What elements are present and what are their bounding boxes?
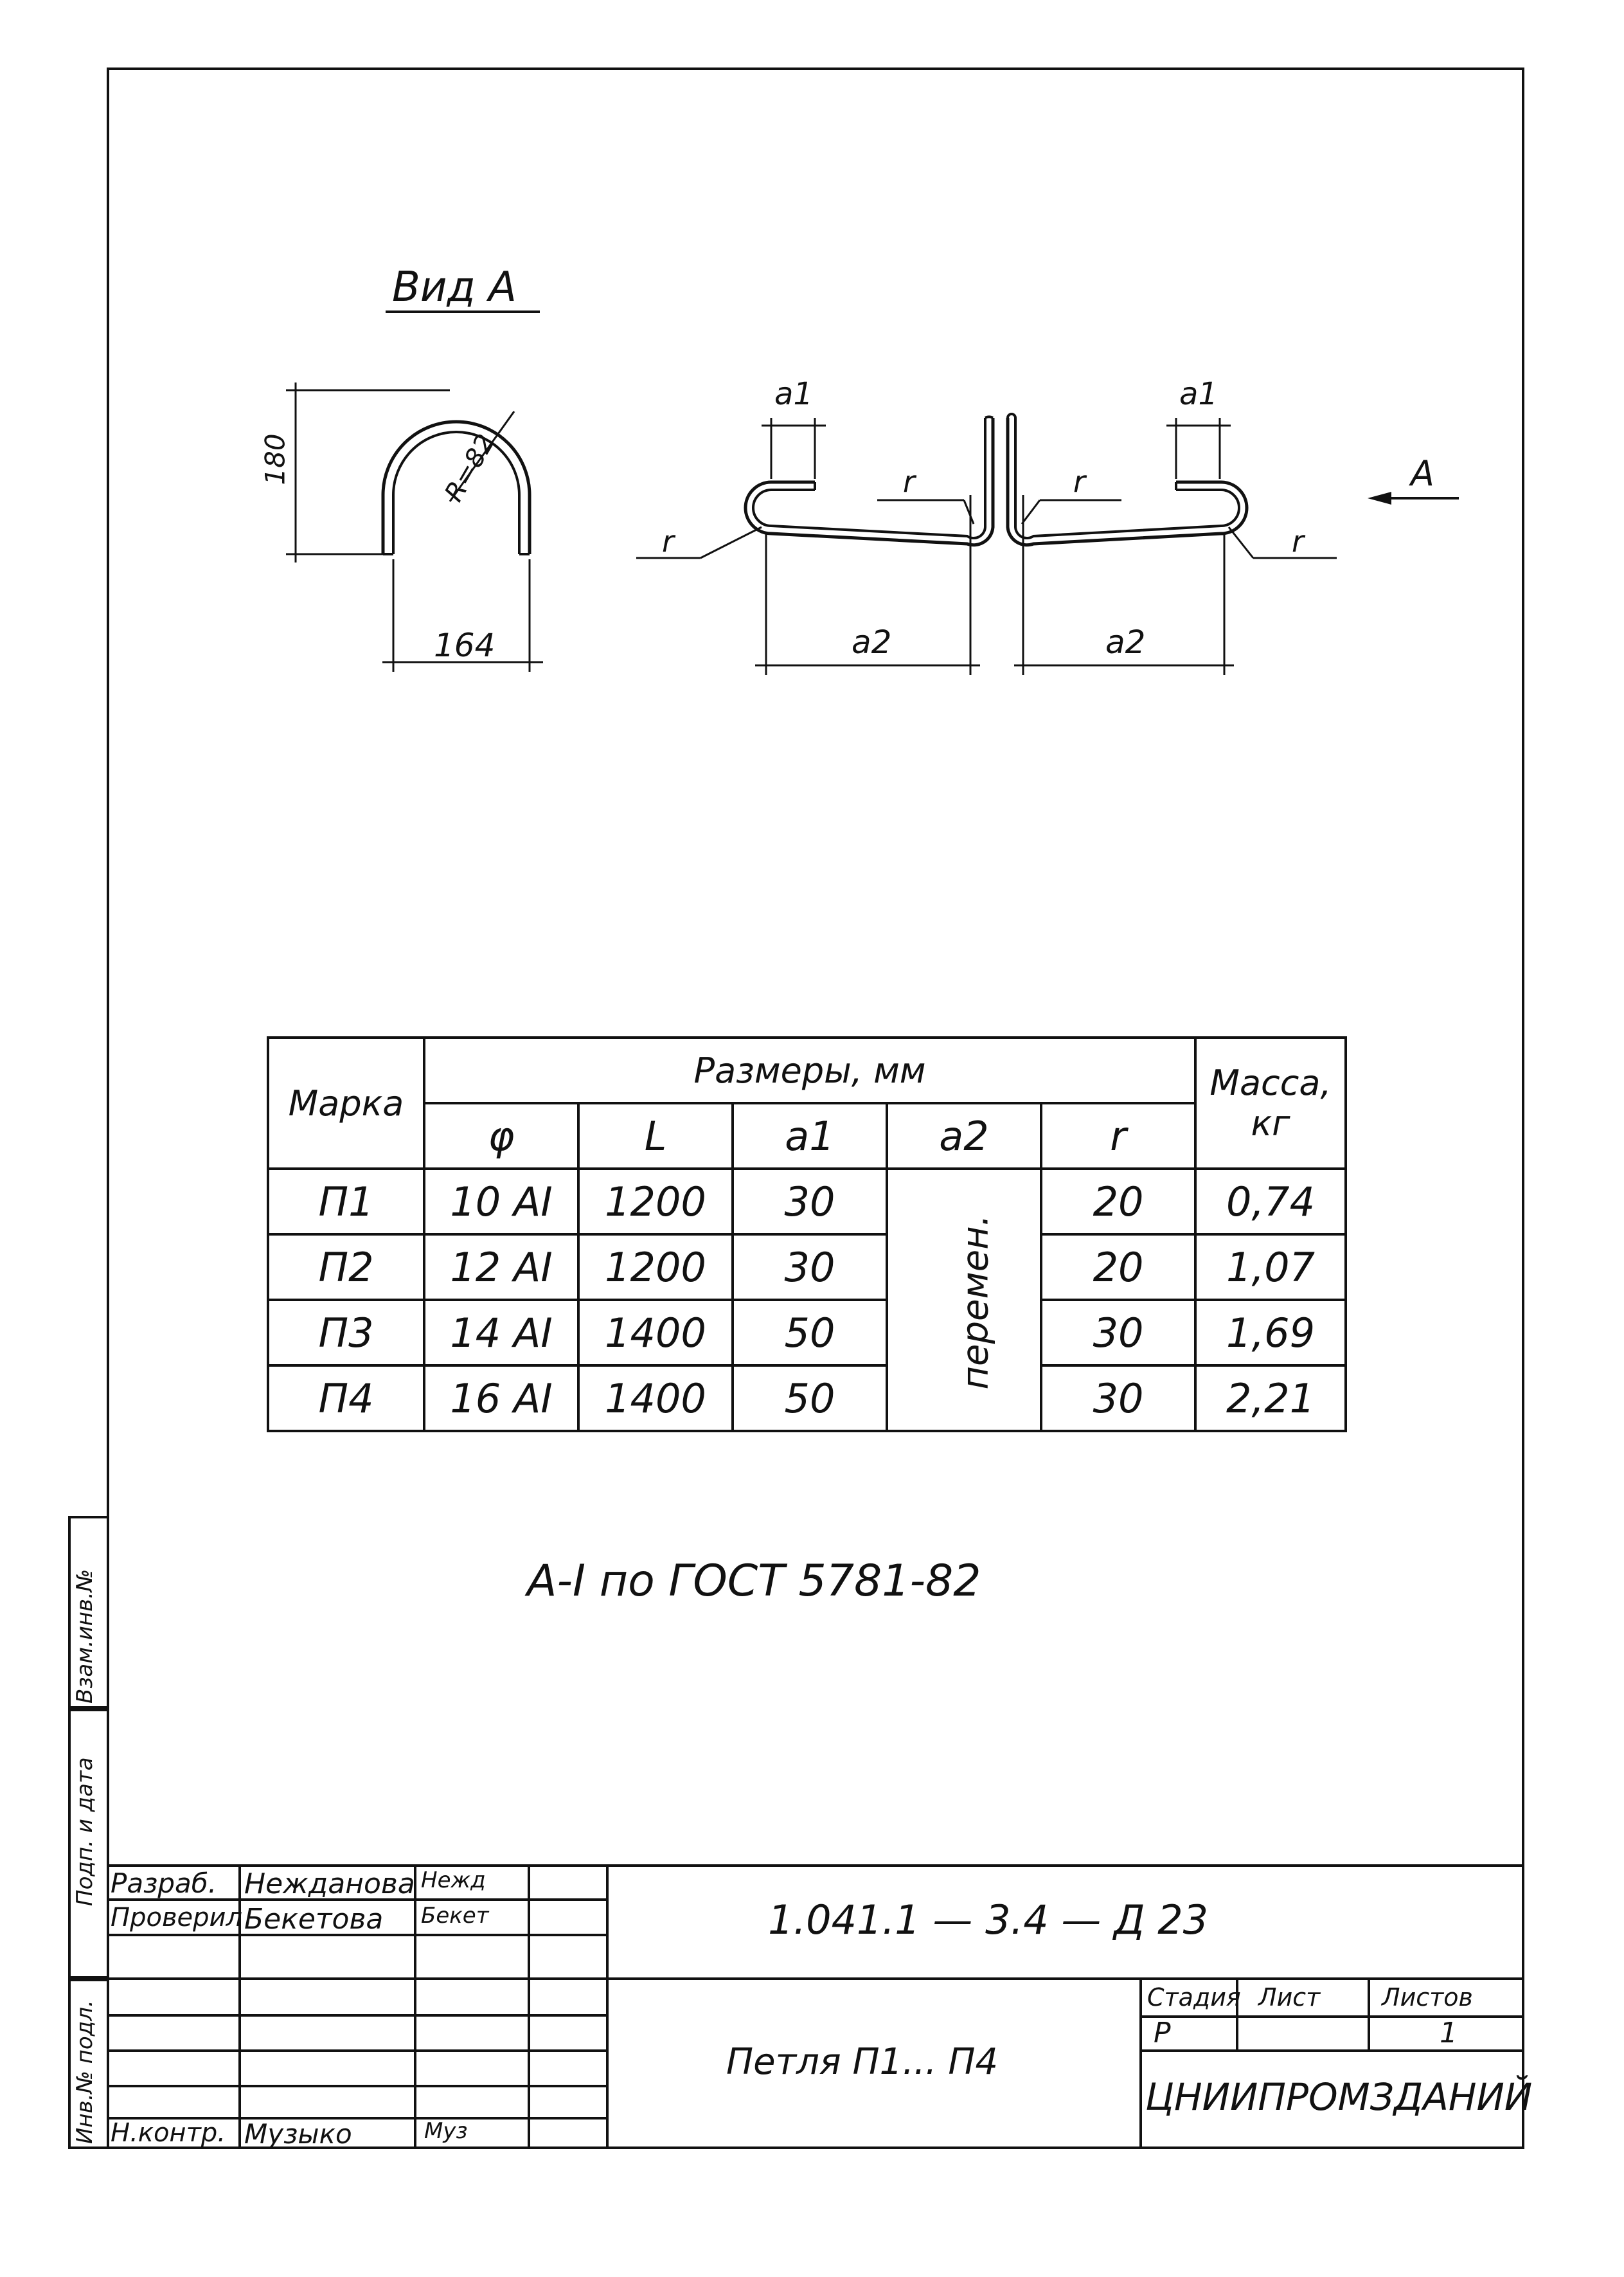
stage-label: Стадия	[1147, 1983, 1241, 2012]
cell-L: 1200	[578, 1234, 733, 1300]
sheet-label: Лист	[1258, 1983, 1321, 2012]
sheets-value: 1	[1440, 2017, 1458, 2049]
cell-mark: П1	[268, 1169, 424, 1234]
cell-mark: П4	[268, 1365, 424, 1431]
r-label-3: r	[1073, 464, 1085, 499]
cell-phi: 10 АI	[424, 1169, 578, 1234]
dim-height-label: 180	[259, 433, 291, 485]
steel-grade-note: А-I по ГОСТ 5781-82	[527, 1556, 981, 1607]
cell-mass: 1,69	[1195, 1300, 1346, 1365]
signature-norm-control: Муз	[424, 2118, 468, 2144]
cell-a1: 50	[733, 1365, 887, 1431]
header-a2: a2	[887, 1103, 1041, 1169]
cell-mass: 0,74	[1195, 1169, 1346, 1234]
view-arrow-label: A	[1411, 453, 1434, 494]
side-label-replace: Взам.инв.№	[72, 1569, 98, 1704]
header-a1: a1	[733, 1103, 887, 1169]
name-checker: Бекетова	[244, 1903, 384, 1936]
cell-phi: 14 АI	[424, 1300, 578, 1365]
role-norm-control: Н.контр.	[111, 2118, 226, 2148]
cell-r: 30	[1041, 1365, 1195, 1431]
a2-right-label: a2	[1105, 624, 1146, 661]
header-mass: Масса, кг	[1195, 1038, 1346, 1169]
cell-a1: 30	[733, 1169, 887, 1234]
cell-a1: 30	[733, 1234, 887, 1300]
sheets-label: Листов	[1382, 1983, 1473, 2012]
cell-r: 20	[1041, 1169, 1195, 1234]
organization-name: ЦНИИПРОМЗДАНИЙ	[1145, 2075, 1533, 2119]
item-title: Петля П1... П4	[726, 2041, 999, 2083]
cell-a1: 50	[733, 1300, 887, 1365]
cell-L: 1400	[578, 1365, 733, 1431]
header-r: r	[1041, 1103, 1195, 1169]
header-phi: φ	[424, 1103, 578, 1169]
role-checker: Проверил	[111, 1903, 243, 1932]
stage-value: Р	[1154, 2017, 1171, 2049]
a1-left-label: a1	[774, 376, 813, 412]
side-label-signature: Подп. и дата	[72, 1757, 98, 1906]
header-L: L	[578, 1103, 733, 1169]
r-label-1: r	[662, 524, 674, 559]
document-code: 1.041.1 — 3.4 — Д 23	[768, 1896, 1209, 1943]
a1-right-label: a1	[1179, 376, 1218, 412]
side-label-original: Инв.№ подл.	[72, 2000, 98, 2144]
cell-mark: П2	[268, 1234, 424, 1300]
cell-mark: П3	[268, 1300, 424, 1365]
dim-radius-label: R=82	[439, 429, 501, 507]
a2-left-label: a2	[852, 624, 892, 661]
name-norm-control: Музыко	[244, 2118, 352, 2150]
name-developer: Нежданова	[244, 1868, 415, 1900]
cell-r: 20	[1041, 1234, 1195, 1300]
cell-L: 1400	[578, 1300, 733, 1365]
dim-width-label: 164	[434, 627, 495, 664]
cell-r: 30	[1041, 1300, 1195, 1365]
view-title: Вид А	[392, 264, 517, 311]
signature-developer: Нежд	[421, 1868, 486, 1893]
cell-mass: 2,21	[1195, 1365, 1346, 1431]
signature-checker: Бекет	[421, 1903, 489, 1929]
a2-variable-text: перемен.	[954, 1214, 997, 1390]
r-label-4: r	[1292, 524, 1304, 559]
role-developer: Разраб.	[111, 1868, 217, 1899]
cell-mass: 1,07	[1195, 1234, 1346, 1300]
cell-phi: 12 АI	[424, 1234, 578, 1300]
header-mark: Марка	[268, 1038, 424, 1169]
cell-L: 1200	[578, 1169, 733, 1234]
r-label-2: r	[903, 464, 915, 499]
header-sizes: Размеры, мм	[424, 1038, 1195, 1103]
cell-phi: 16 АI	[424, 1365, 578, 1431]
